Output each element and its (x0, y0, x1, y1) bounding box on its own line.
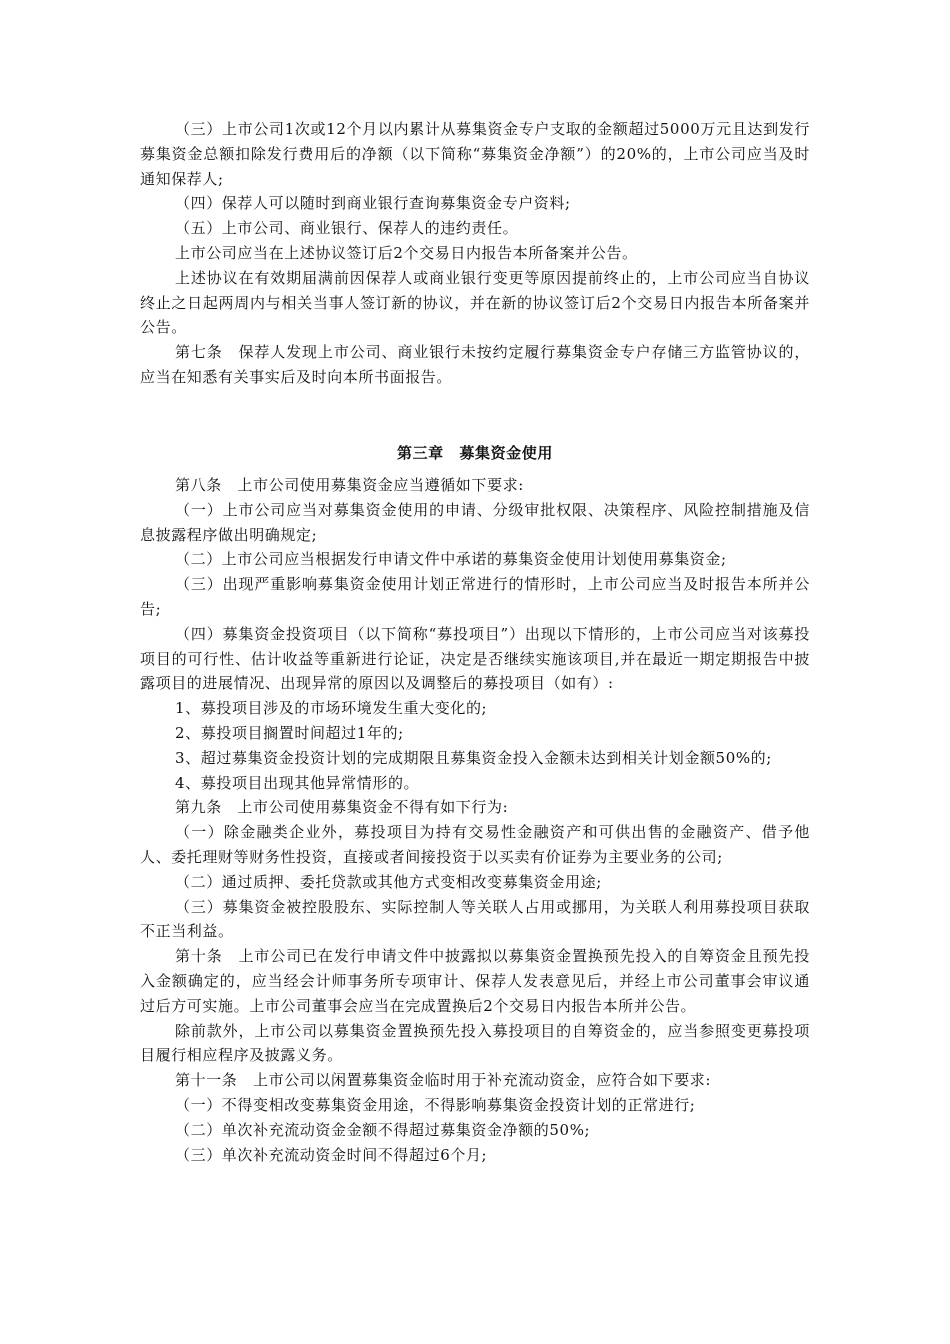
paragraph: 上述协议在有效期届满前因保荐人或商业银行变更等原因提前终止的，上市公司应当自协议终止之日起两周内与相关当事人签订新的协议，并在新的协议签订后2个交易日内报告本所备案并公告。 (140, 268, 810, 337)
chapter-title: 第三章 募集资金使用 (396, 444, 553, 462)
paragraph: （三）上市公司1次或12个月以内累计从募集资金专户支取的金额超过5000万元且达到发行募集资金总额扣除发行费用后的净额（以下简称“募集资金净额”）的20%的，上市公司应当及时通知保荐人; (140, 120, 810, 188)
paragraph: （四）保荐人可以随时到商业银行查询募集资金专户资料; (175, 194, 571, 213)
paragraph: （二）通过质押、委托贷款或其他方式变相改变募集资金用途; (175, 872, 602, 891)
paragraph: 4、募投项目出现其他异常情形的。 (175, 773, 420, 792)
paragraph: 除前款外，上市公司以募集资金置换预先投入募投项目的自筹资金的，应当参照变更募投项目履行相应程序及披露义务。 (140, 1021, 810, 1065)
paragraph: （一）除金融类企业外，募投项目为持有交易性金融资产和可供出售的金融资产、借予他人、委托理财等财务性投资，直接或者间接投资于以买卖有价证券为主要业务的公司; (140, 823, 810, 866)
paragraph: 3、超过募集资金投资计划的完成期限且募集资金投入金额未达到相关计划金额50%的; (175, 748, 772, 767)
paragraph: 第八条 上市公司使用募集资金应当遵循如下要求: (175, 476, 524, 494)
text-block-top (140, 117, 810, 390)
paragraph: （五）上市公司、商业银行、保荐人的违约责任。 (175, 219, 519, 238)
paragraph: （一）不得变相改变募集资金用途，不得影响募集资金投资计划的正常进行; (175, 1095, 696, 1114)
paragraph: （四）募集资金投资项目（以下简称“募投项目”）出现以下情形的，上市公司应当对该募投项目的可行性、估计收益等重新进行论证，决定是否继续实施该项目,并在最近一期定期报告中披露项目的进展情况、出现异常的原因以及调整后的募投项目（如有）: (140, 624, 810, 693)
paragraph: 1、募投项目涉及的市场环境发生重大变化的; (175, 699, 488, 718)
paragraph: （二）单次补充流动资金金额不得超过募集资金净额的50%; (175, 1120, 591, 1139)
paragraph: 第七条 保荐人发现上市公司、商业银行未按约定履行募集资金专户存储三方监管协议的，应当在知悉有关事实后及时向本所书面报告。 (140, 343, 810, 386)
text-block-chapter-three (140, 473, 810, 1167)
paragraph: （二）上市公司应当根据发行申请文件中承诺的募集资金使用计划使用募集资金; (175, 550, 727, 569)
paragraph: （三）出现严重影响募集资金使用计划正常进行的情形时，上市公司应当及时报告本所并公告; (140, 575, 810, 618)
paragraph: （三）单次补充流动资金时间不得超过6个月; (175, 1145, 488, 1164)
paragraph: （三）募集资金被控股股东、实际控制人等关联人占用或挪用，为关联人利用募投项目获取不正当利益。 (140, 897, 810, 941)
paragraph: 第九条 上市公司使用募集资金不得有如下行为: (175, 798, 509, 817)
paragraph: （一）上市公司应当对募集资金使用的申请、分级审批权限、决策程序、风险控制措施及信息披露程序做出明确规定; (140, 500, 810, 544)
paragraph: 第十一条 上市公司以闲置募集资金临时用于补充流动资金，应符合如下要求: (175, 1071, 712, 1090)
paragraph: 上市公司应当在上述协议签订后2个交易日内报告本所备案并公告。 (175, 243, 638, 262)
paragraph: 2、募投项目搁置时间超过1年的; (175, 723, 404, 742)
paragraph: 第十条 上市公司已在发行申请文件中披露拟以募集资金置换预先投入的自筹资金且预先投入金额确定的，应当经会计师事务所专项审计、保荐人发表意见后，并经上市公司董事会审议通过后方可实施。上市公司董事会应当在完成置换后2个交易日内报告本所并公告。 (140, 947, 810, 1015)
